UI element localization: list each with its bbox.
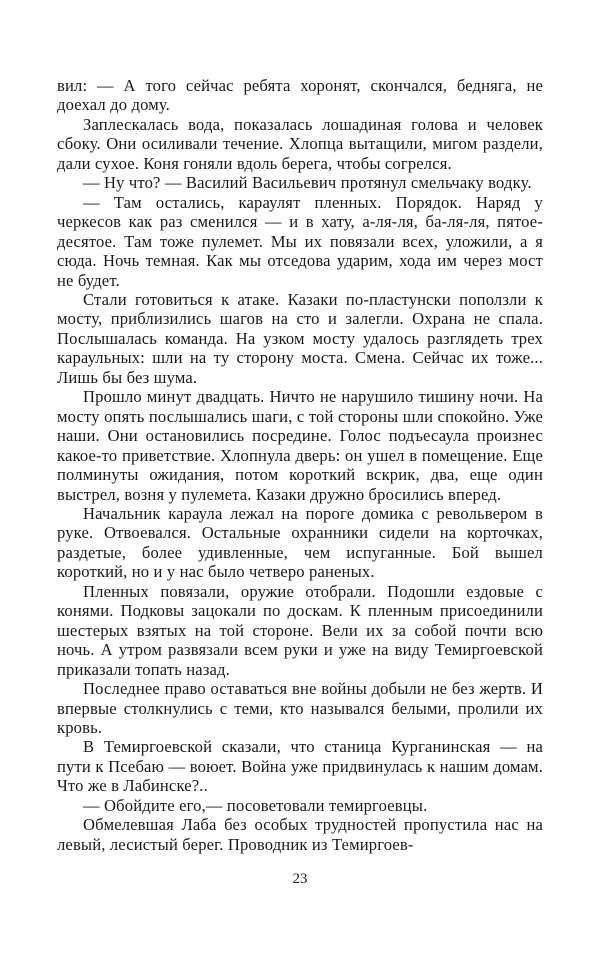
paragraph-12: Обмелевшая Лаба без особых трудностей пропустила нас на левый, лесистый берег. Проводник из Темиргоев- [57,815,543,854]
paragraph-1: вил: — А того сейчас ребята хоронят, скончался, бедняга, не доехал до дому. [57,76,543,115]
paragraph-3: — Ну что? — Василий Васильевич протянул смельчаку водку. [83,173,532,193]
paragraph-8: Пленных повязали, оружие отобрали. Подошли ездовые с конями. Подковы зацокали по доскам. К пленным присоединили шестерых взятых на той стороне. Вели их за собой почти всю ночь. А утром развязали всем руки и уже на виду Темиргоевской приказали топать назад. [57,581,543,679]
paragraph-6: Прошло минут двадцать. Ничто не нарушило тишину ночи. На мосту опять послышались шаги, с той стороны шли спокойно. Уже наши. Они остановились посредине. Голос подъесаула произнес какое-то приветствие. Хлопнула дверь: он ушел в помещение. Еще полминуты ожидания, потом короткий вскрик, два, еще один выстрел, возня у пулемета. Казаки дружно бросились вперед. [57,387,543,504]
body-text [57,76,543,854]
page-number: 23 [292,871,308,887]
paragraph-4: — Там остались, караулят пленных. Порядок. Наряд у черкесов как раз сменился — и в хату, а-ля-ля, ба-ля-ля, пятое-десятое. Там тоже пулемет. Мы их повязали всех, уложили, а я сюда. Ночь темная. Как мы отседова ударим, хода им через мост не будет. [57,192,543,290]
paragraph-10: В Темиргоевской сказали, что станица Курганинская — на пути к Псебаю — воюет. Война уже придвинулась к нашим домам. Что же в Лабинске?.. [57,737,543,796]
paragraph-7: Начальник караула лежал на пороге домика с револьвером в руке. Отвоевался. Остальные охранники сидели на корточках, раздетые, более удивленные, чем испуганные. Бой вышел короткий, но и у нас было четверо раненых. [57,503,543,582]
paragraph-2: Заплескалась вода, показалась лошадиная голова и человек сбоку. Они осиливали течение. Хлопца вытащили, мигом раздели, дали сухое. Коня гоняли вдоль берега, чтобы согрелся. [57,114,543,173]
paragraph-5: Стали готовиться к атаке. Казаки по-пластунски поползли к мосту, приблизились шагов на сто и залегли. Охрана не спала. Послышалась команда. На узком мосту удалось разглядеть трех караульных: шли на ту сторону моста. Смена. Сейчас их тоже... Лишь бы без шума. [57,289,543,387]
paragraph-11: — Обойдите его,— посоветовали темиргоевцы. [83,795,428,815]
paragraph-9: Последнее право оставаться вне войны добыли не без жертв. И впервые столкнулись с теми, кто назывался белыми, пролили их кровь. [57,679,543,737]
